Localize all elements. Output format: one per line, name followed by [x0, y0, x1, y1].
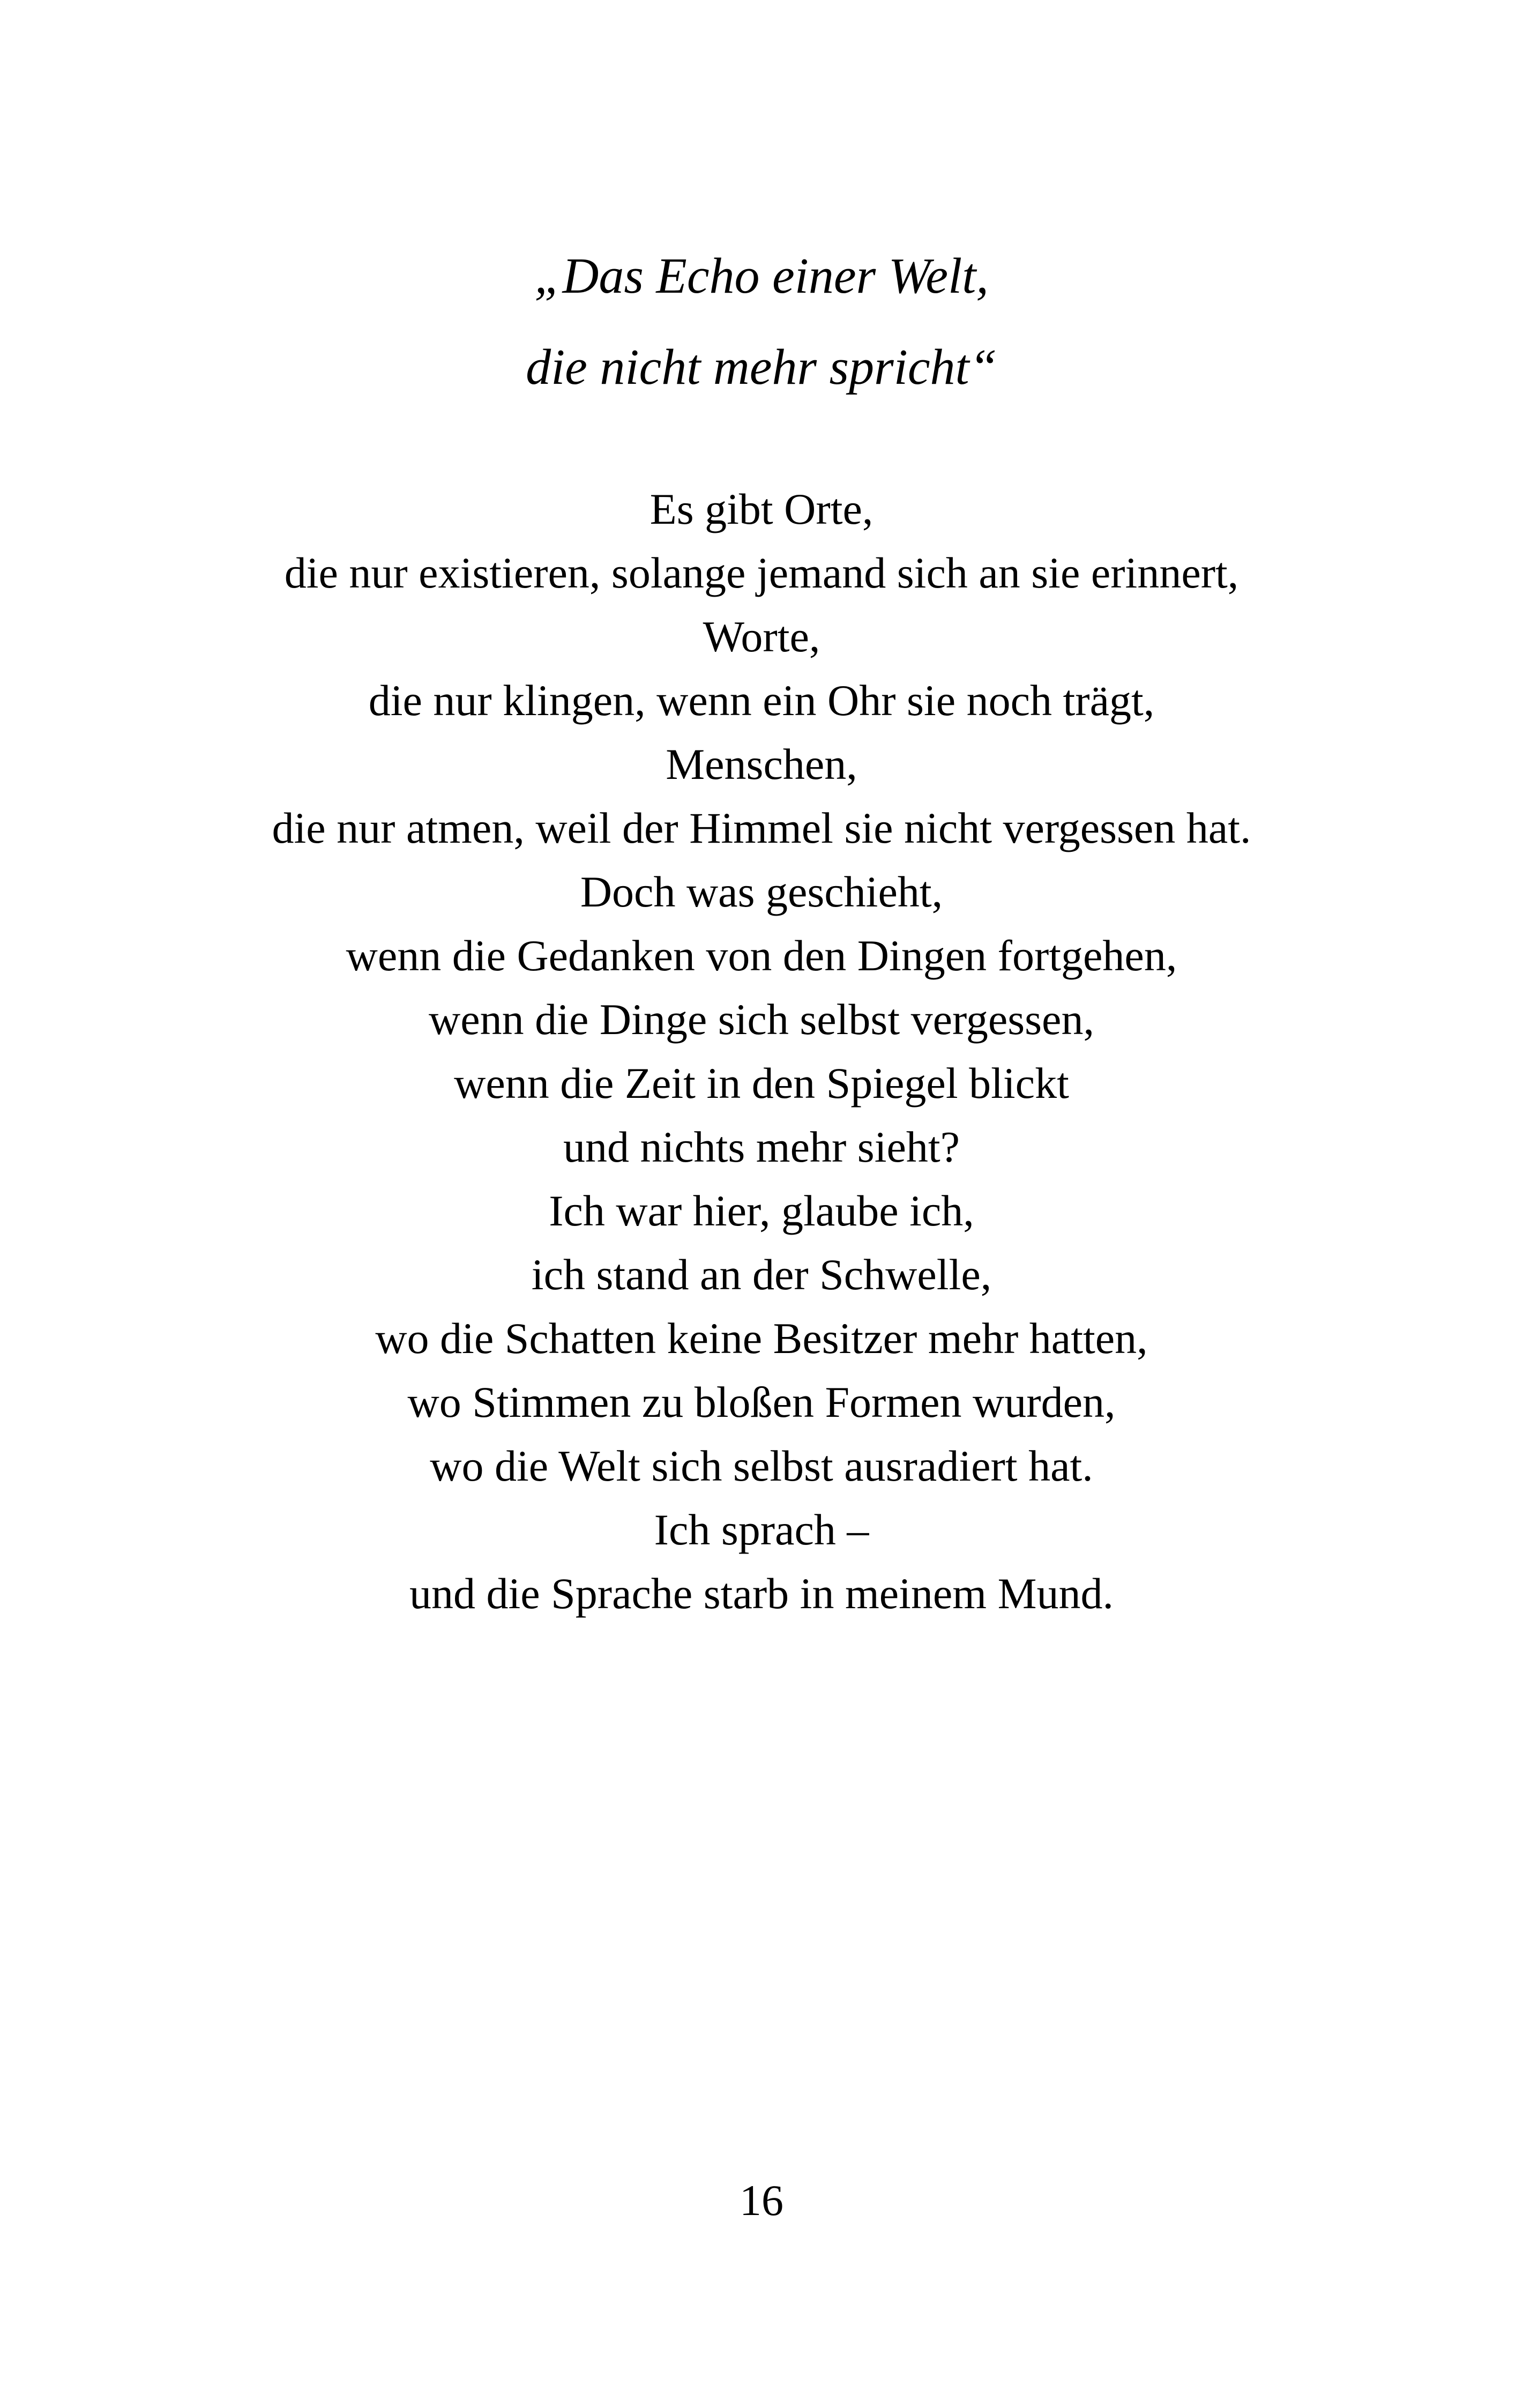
poem-line: wenn die Gedanken von den Dingen fortgehen, — [346, 931, 1177, 980]
poem-title-line-1: „Das Echo einer Welt, — [534, 248, 989, 304]
poem-line: wenn die Zeit in den Spiegel blickt — [454, 1059, 1069, 1108]
poem-line: die nur atmen, weil der Himmel sie nicht vergessen hat. — [272, 804, 1251, 852]
poem-line: die nur klingen, wenn ein Ohr sie noch trägt, — [368, 676, 1155, 725]
poem-line: Menschen, — [666, 740, 857, 789]
poem-line: und die Sprache starb in meinem Mund. — [409, 1569, 1114, 1618]
poem-line: wo die Schatten keine Besitzer mehr hatten, — [375, 1314, 1148, 1363]
poem-line: und nichts mehr sieht? — [563, 1123, 960, 1171]
poem-line: Worte, — [703, 612, 820, 661]
poem-line: Es gibt Orte, — [649, 485, 874, 533]
poem-line: Ich war hier, glaube ich, — [549, 1186, 974, 1235]
poem-line: wo Stimmen zu bloßen Formen wurden, — [407, 1378, 1116, 1426]
poem-line: wo die Welt sich selbst ausradiert hat. — [430, 1441, 1093, 1490]
poem-line: ich stand an der Schwelle, — [531, 1250, 992, 1299]
poem-body — [0, 477, 1523, 1625]
poem-line: die nur existieren, solange jemand sich an sie erinnert, — [284, 548, 1239, 597]
poem-title — [0, 231, 1523, 413]
poem-title-line-2: die nicht mehr spricht“ — [526, 339, 997, 395]
page-number: 16 — [740, 2176, 783, 2225]
poem-line: Ich sprach – — [654, 1505, 869, 1554]
poem-line: wenn die Dinge sich selbst vergessen, — [429, 995, 1094, 1044]
poem-line: Doch was geschieht, — [580, 867, 943, 916]
